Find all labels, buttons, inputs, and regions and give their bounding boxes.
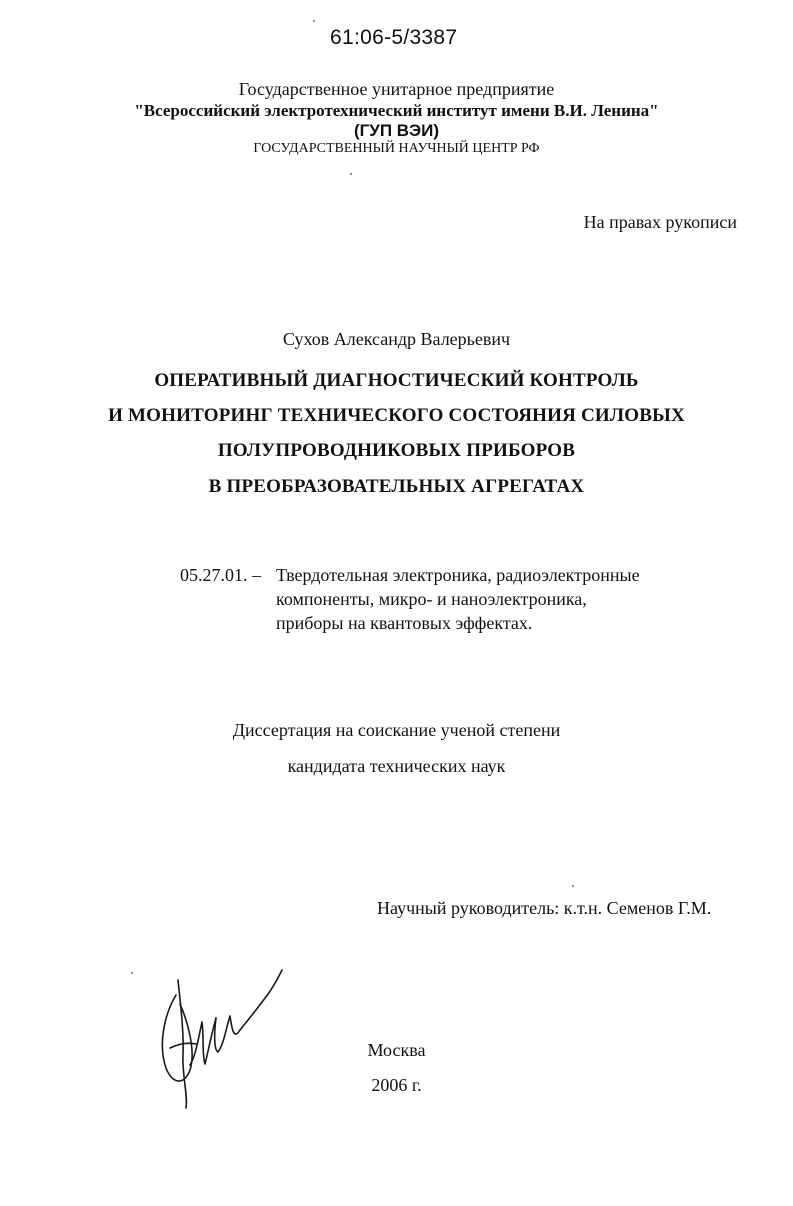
title-line: ПОЛУПРОВОДНИКОВЫХ ПРИБОРОВ [217,440,576,461]
specialty-line: Твердотельная электроника, радиоэлектронные [276,565,640,585]
organization-abbreviation: (ГУП ВЭИ) [353,121,440,140]
organization-type: Государственное унитарное предприятие [238,79,555,99]
author-name: Сухов Александр Валерьевич [282,329,511,349]
scan-speck [572,885,574,887]
specialty-code: 05.27.01. – [180,565,261,585]
rights-note: На правах рукописи [583,212,737,232]
degree-name: кандидата технических наук [287,756,506,776]
scan-speck [131,972,133,974]
title-line: В ПРЕОБРАЗОВАТЕЛЬНЫХ АГРЕГАТАХ [208,476,585,497]
specialty-line: приборы на квантовых эффектах. [276,613,533,633]
organization-name: "Всероссийский электротехнический институт имени В.И. Ленина" [134,101,659,120]
title-line: И МОНИТОРИНГ ТЕХНИЧЕСКОГО СОСТОЯНИЯ СИЛОВЫХ [108,405,685,426]
scientific-advisor: Научный руководитель: к.т.н. Семенов Г.М. [377,898,712,918]
degree-statement: Диссертация на соискание ученой степени [232,720,561,740]
specialty-line: компоненты, микро- и наноэлектроника, [276,589,587,609]
year: 2006 г. [371,1075,422,1095]
title-line: ОПЕРАТИВНЫЙ ДИАГНОСТИЧЕСКИЙ КОНТРОЛЬ [154,370,639,391]
scan-speck [350,173,352,175]
scan-speck [313,20,315,22]
organization-status: ГОСУДАРСТВЕННЫЙ НАУЧНЫЙ ЦЕНТР РФ [253,141,540,156]
city: Москва [367,1040,426,1060]
catalog-number: 61:06-5/3387 [330,26,458,49]
